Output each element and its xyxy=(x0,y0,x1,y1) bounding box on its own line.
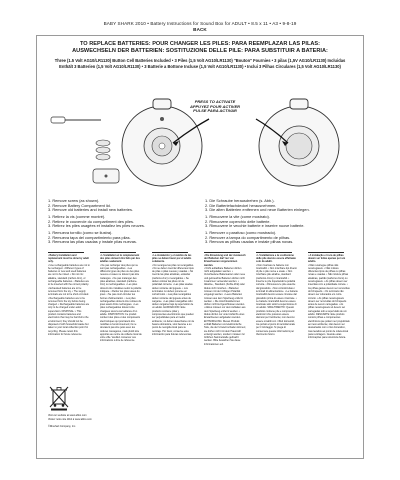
column-rule xyxy=(152,252,188,253)
battery-spec-line-2: Enthält 3 Batterien (1,5 Volt AG10/LR1130) • 3 Batterie a Bottone Incluse (1,5 Volt AG10/LR1130) • Inclui 3 Pilhas Circulares (1,5 Volt AG10/LR1130) xyxy=(59,64,341,69)
step-es-2: 2. Remueva tapa del compartimiento para pilas. xyxy=(48,234,131,240)
screwdriver-icon xyxy=(51,117,101,123)
battery-compartment-lid xyxy=(93,169,119,183)
column-rule xyxy=(204,252,240,253)
column-rule xyxy=(256,252,292,253)
title-line-2: AUSWECHSELN DER BATTERIEN: SOSTITUZIONE DELLE PILE: PARA SUBSTITUIR A BATERIA: xyxy=(72,47,328,54)
press-label-es: PULSE PARA ACTIVAR xyxy=(193,108,237,114)
column-rule xyxy=(308,252,344,253)
press-to-activate-label xyxy=(170,100,260,114)
website-en: Visit our website at www.abbo.com xyxy=(48,414,87,417)
print-spec-header: BABY SHARK 2010 • Battery Instructions for Sound Box for ADULT • 8.5 x 11 • A3 • 9-8-19 xyxy=(103,21,297,26)
column-rule xyxy=(100,252,136,253)
step-pt-3: 3. Remova as pilhas usadas e instale pilhas novas. xyxy=(205,239,294,245)
step-en-1: 1. Remove screw (as shown). xyxy=(48,198,100,203)
sound-box-front-illustration xyxy=(259,99,339,186)
step-fr-1: 1. Retirez la vis (comme montré). xyxy=(48,214,106,219)
step-de-1: 1. Die Schraube herausdrehen (s. Abb.). xyxy=(205,198,275,203)
column-rule xyxy=(48,252,84,253)
weee-crossed-bin-icon xyxy=(48,385,72,411)
step-it-2: 2. Rimuovere coperchio delle batterie. xyxy=(205,218,271,224)
website-fr: Visitez notre site Web à www.abbo.com xyxy=(48,418,92,421)
copyright: ©Rinehart Company, Inc. xyxy=(48,425,76,428)
safety-warnings xyxy=(48,252,354,416)
warning-heading: • A instalação e troca de pilhas devem ser feitas apenas por um adulto. xyxy=(308,253,346,264)
step-es-1: 1. Remueva tornillo (como se ilustra). xyxy=(48,230,113,235)
warning-heading: • La instalación y el cambio de las pilas se deben hacer por el adulto solamente. xyxy=(152,253,192,264)
press-label-fr: APPUYEZ POUR ACTIVER xyxy=(189,103,241,109)
step-it-3: 3. Rimuovere le vecchie batterie e inserire nuove batterie. xyxy=(205,223,305,229)
warning-heading: • Die Einsetzung und der Austausch der Batterien darf nur von Erwachsenen vorgenommen werden. xyxy=(204,253,246,267)
title-line-1: TO REPLACE BATTERIES: POUR CHANGER LES PILES: PARA REEMPLAZAR LAS PILAS: xyxy=(79,41,321,47)
step-it-1: 1. Rimuovere la vite (come mostrato). xyxy=(205,214,270,219)
step-fr-3: 3. Retirez les piles usagées et installez les piles neuves. xyxy=(48,223,145,229)
warning-heading: • L'installation et le remplacement des piles doivent être faits par des adultes seulement. xyxy=(100,253,140,264)
warning-body: • Non ricaricare le batterie non ricaricabili. • Non mischiare tipi diversi di pile o pile nuove e usate. • Non mischiare pile alcaline, standard (carbonio-zinco) o ricaricabili. • Inserire le pile rispettando la polarità corretta. • Rimuovere le pile esaurite dal giocattolo. • Non cortocircuitare i terminali di alimentazione. • Le batterie ricaricabili devono essere rimosse dal giocattolo prima di essere ricaricate. • Le batterie ricaricabili devono essere ricaricate solo sotto la supervisione di un adulto. SMALTIMENTO: Questo prodotto contiene pile e componenti elettronici che possono essere dannosi per l'ambiente; non devono essere smaltiti con i rifiuti domestici, ma portati al punto di raccolta locale per il riciclaggio. Si prega di conservare queste informazioni per riferimento futuro. xyxy=(256,263,298,336)
warning-column-en xyxy=(48,252,90,336)
step-fr-2: 2. Retirez le couvercle du compartiment des piles. xyxy=(48,218,135,224)
warning-column-de xyxy=(204,252,246,346)
press-label-en: PRESS TO ACTIVATE xyxy=(194,99,236,104)
warning-column-es xyxy=(152,252,194,336)
warning-body: • No recargue las pilas no recargables. • No se deben mezclar diferentes tipos de pilas o pilas nuevas y usadas. • No mezcle las pilas alcalinas, estándar (carbono-zinc) o recargables. • Se deben colocar las pilas con la polaridad correcta. • Las pilas usadas deben retirarse del juguete. • Los terminales no deben ponerse en cortocircuito. • Las pilas recargables deben retirarse del juguete antes de cargarse. • Las pilas recargables sólo deben cargarse bajo la supervisión de un adulto. ELIMINACIÓN: Este producto contiene pilas y componentes electrónicos que pueden ser perjudiciales para el medio ambiente; no deben desecharse con la basura doméstica, sino llevarse a su punto de recogida local para su reciclaje. Por favor, conserve esta información para futuras referencias. xyxy=(152,263,195,336)
step-de-2: 2. Die Batteriefachdeckel herausnehmen. xyxy=(205,202,277,208)
step-en-3: 3. Remove old batteries and install new batteries. xyxy=(48,207,133,213)
step-es-3: 3. Remueva las pilas usadas y instale pilas nuevas. xyxy=(48,239,137,245)
warning-body: • Use rechargeable batteries are not to be recharged. • Different types of batteries or new and used batteries are not to be mixed. • Do not mix alkaline, standard (carbon-zinc), or rechargeable batteries. • Batteries are to be inserted with the correct polarity. • Exhausted batteries are to be removed from the toy. • The supply terminals are not to be short-circuited. • Rechargeable batteries are to be removed from the toy before being charged. • Rechargeable batteries are only to be charged under adult supervision. DISPOSAL: • This product contains batteries and electronics that may be harmful to the environment; they should not be disposed of with household waste but taken to your local collection point for recycling. Please retain this information for future reference. xyxy=(48,263,90,336)
button-cell-batteries-icon xyxy=(96,140,110,160)
step-en-2: 2. Remove Battery Compartment lid. xyxy=(48,202,111,208)
step-de-3: 3. Die alten Batterien entfernen und neue Batterien einlegen. xyxy=(205,207,310,213)
step-pt-2: 2. Remover a tampa do compartimento de pilhas. xyxy=(205,234,291,240)
battery-spec-line-1: Three (1.5 Volt AG10/LR1130) Button Cell Batteries Included • 3 Piles (1,5 Volt AG10/LR1130) "Bouton" Fournies • 3 pilas (1,5V AG10/LR1130) Incluidas xyxy=(54,58,346,63)
warning-column-it xyxy=(256,252,298,336)
warning-column-pt xyxy=(308,252,350,339)
warning-heading: • Battery Installation and replacement must be done by adult only. xyxy=(48,253,89,264)
warning-body: • Não recarregue pilhas não recarregáveis. • Não misture diferentes tipos de pilhas ou pilhas novas e usadas. • Não misture pilhas alcalinas, padrão (carbono-zinco) ou recarregáveis. • As pilhas devem ser inseridas com a polaridade correta. • As pilhas gastas devem ser removidas do brinquedo. • Os terminais não devem ser colocados em curto-circuito. • As pilhas recarregáveis devem ser removidas do brinquedo antes de serem carregadas. • As pilhas recarregáveis só devem ser carregadas sob a supervisão de um adulto. DESCARTE: Este produto contém pilhas e componentes eletrônicos que podem ser prejudiciais ao meio ambiente; não devem ser descartados com o lixo doméstico, mas levados ao ponto de coleta local para reciclagem. Guarde estas informações para referência futura. xyxy=(308,263,350,340)
page-side-label: BACK xyxy=(193,27,207,32)
warning-column-fr xyxy=(100,252,142,343)
warning-heading: • L'installazione e la sostituzione delle pile devono essere effettuate solo da adulti. xyxy=(256,253,296,264)
warning-body: • Ne pas recharger des piles qui ne sont pas rechargeables. • Les différents types de piles ou des piles neuves et usées ne doivent pas être mélangés. • Ne pas mélanger des piles alcalines, standard (carbone-zinc) ou rechargeables. • Les piles doivent être installées selon la polarité indiquée. • Retirer les piles usées du jouet. • Ne pas court-circuiter les bornes d'alimentation. • Les piles rechargeables doivent être retirées du jouet avant d'être rechargées. • Les piles rechargeables doivent être chargées sous la surveillance d'un adulte. DISPOSITION: Ce produit contient des piles et des composants électroniques qui pourraient être nuisibles à l'environnement; ils ne devraient pas être jetés avec les ordures ménagères, mais plutôt être apportés au centre de collecte local de votre ville. Veuillez conserver ces informations à titre de référence. xyxy=(100,263,142,343)
step-pt-1: 1. Remover o parafuso (como mostrado). xyxy=(205,230,277,235)
warning-body: • Nicht aufladbare Batterien dürfen nicht aufgeladen werden. • Verschiedene Batteriearten oder neue und gebrauchte Batterien dürfen nicht zusammen verwendet werden. • Alkaline-, Standard- (Kohle-Zink) oder Akkus nicht mischen. • Batterien müssen mit der richtigen Polarität eingelegt werden. • Leere Batterien müssen aus dem Spielzeug entfernt werden. • Die Anschlussklemmen dürfen nicht kurzgeschlossen werden. • Akkus müssen vor dem Aufladen aus dem Spielzeug entfernt werden. • Akkus dürfen nur unter Aufsicht eines Erwachsenen aufgeladen werden. ENTSORGUNG: Dieses Produkt enthält Batterien und elektronische Teile, die der Umwelt schaden können; sie dürfen nicht mit dem Hausmüll entsorgt werden, sondern müssen zur örtlichen Sammelstelle gebracht werden. Bitte bewahren Sie diese Informationen auf. xyxy=(204,266,246,346)
